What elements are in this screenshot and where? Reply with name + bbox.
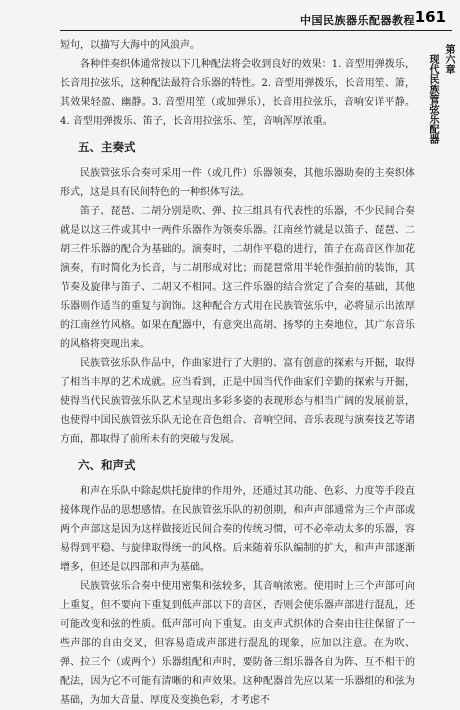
book-title: 中国民族器乐配器教程 [300,14,415,27]
paragraph: 民族管弦乐合奏中使用密集和弦较多，其音响浓密。使用时上三个声部可向上重复，但不要向下重复到低声部以下的音区，否则会使乐器声部进行混乱，还可能改变和弦的性质。低声部可向下重复。由支声式织体的合奏由往往保留了一些声部的自由交叉，但容易造成声部进行混乱的现象，应加以注意。在为吹、弹、拉三个（或两个）乐器组配和声时，要防备三组乐器各自为阵、互不相干的配法，因为它不可能有清晰的和声效果。这种配器首先应以某一乐器组的和弦为基础，为加大音量、厚度及变换色彩，才考虑不 [60,581,415,706]
chapter-name: 现代民族管弦乐配器 [427,54,438,144]
paragraph: 短句，以描写大海中的风浪声。 [60,40,200,51]
chapter-label: 第六章 [443,44,454,74]
paragraph: 各种伴奏织体通常按以下几种配法将会收到良好的效果：1. 音型用弹拨乐，长音用拉弦乐，这种配法最符合乐器的特性。2. 音型用弹拨乐，长音用笙、箫，其效果轻盈、幽静。3. 音型用笙（或加弹乐），长音用拉弦乐，音响安详平静。4. 音型用弹拨乐、笛子，长音用拉弦乐、笙，音响浑厚浓重。 [60,59,415,127]
body-text [60,36,415,710]
chapter-side-tab [427,44,454,144]
page-number: 161 [414,8,446,26]
paragraph: 民族管弦乐队作品中，作曲家进行了大胆的、富有创意的探索与开掘，取得了相当丰厚的艺术成就。应当看到，正是中国当代作曲家们辛勤的探索与开掘，使得当代民族管弦乐队艺术呈现出多彩多姿的表现形态与相当广阔的发展前景，也使得中国民族管弦乐队无论在音色组合、音响空间、音乐表现与演奏技艺等诸方面，都取得了前所未有的突破与发展。 [60,358,415,445]
paragraph: 民族管弦乐合奏可采用一件（或几件）乐器领奏，其他乐器助奏的主奏织体形式，这是具有民间特色的一种织体写法。 [60,168,415,198]
running-header [0,0,460,32]
section-heading-6: 六、和声式 [78,458,136,472]
paragraph: 笛子、琵琶、二胡分别是吹、弹、拉三组具有代表性的乐器，不少民间合奏就是以这三件或其中一两件乐器作为领奏乐器。江南丝竹就是以笛子、琵琶、二胡三件乐器的配合为基础的。演奏时，二胡作平稳的进行，笛子在高音区作加花演奏，有时简化为长音，与二胡形成对比；而琵琶常用半轮作强拍前的装饰，其节奏及旋律与笛子、二胡又不相同。这三件乐器的结合赏定了合奏的基础，其他乐器则作适当的重复与润饰。这种配合方式用在民族管弦乐中，必将显示出浓厚的江南丝竹风格。如果在配器中，有意突出高胡、扬琴的主奏地位，其广东音乐的风格将突现出来。 [60,206,415,350]
section-heading-5: 五、主奏式 [78,140,136,154]
header-rule [60,30,452,31]
paragraph: 和声在乐队中除起烘托旋律的作用外，还通过其功能、色彩、力度等手段直接体现作品的思想感情。在民族管弦乐队的初创期，和声声部通常为三个声部或两个声部这是因为这样做接近民间合奏的传统习惯，可不必牵动太多的乐器，容易得到平稳、与旋律取得统一的风格。后来随着乐队编制的扩大，和声声部逐渐增多，但还是以四部和声为基础。 [60,486,415,573]
